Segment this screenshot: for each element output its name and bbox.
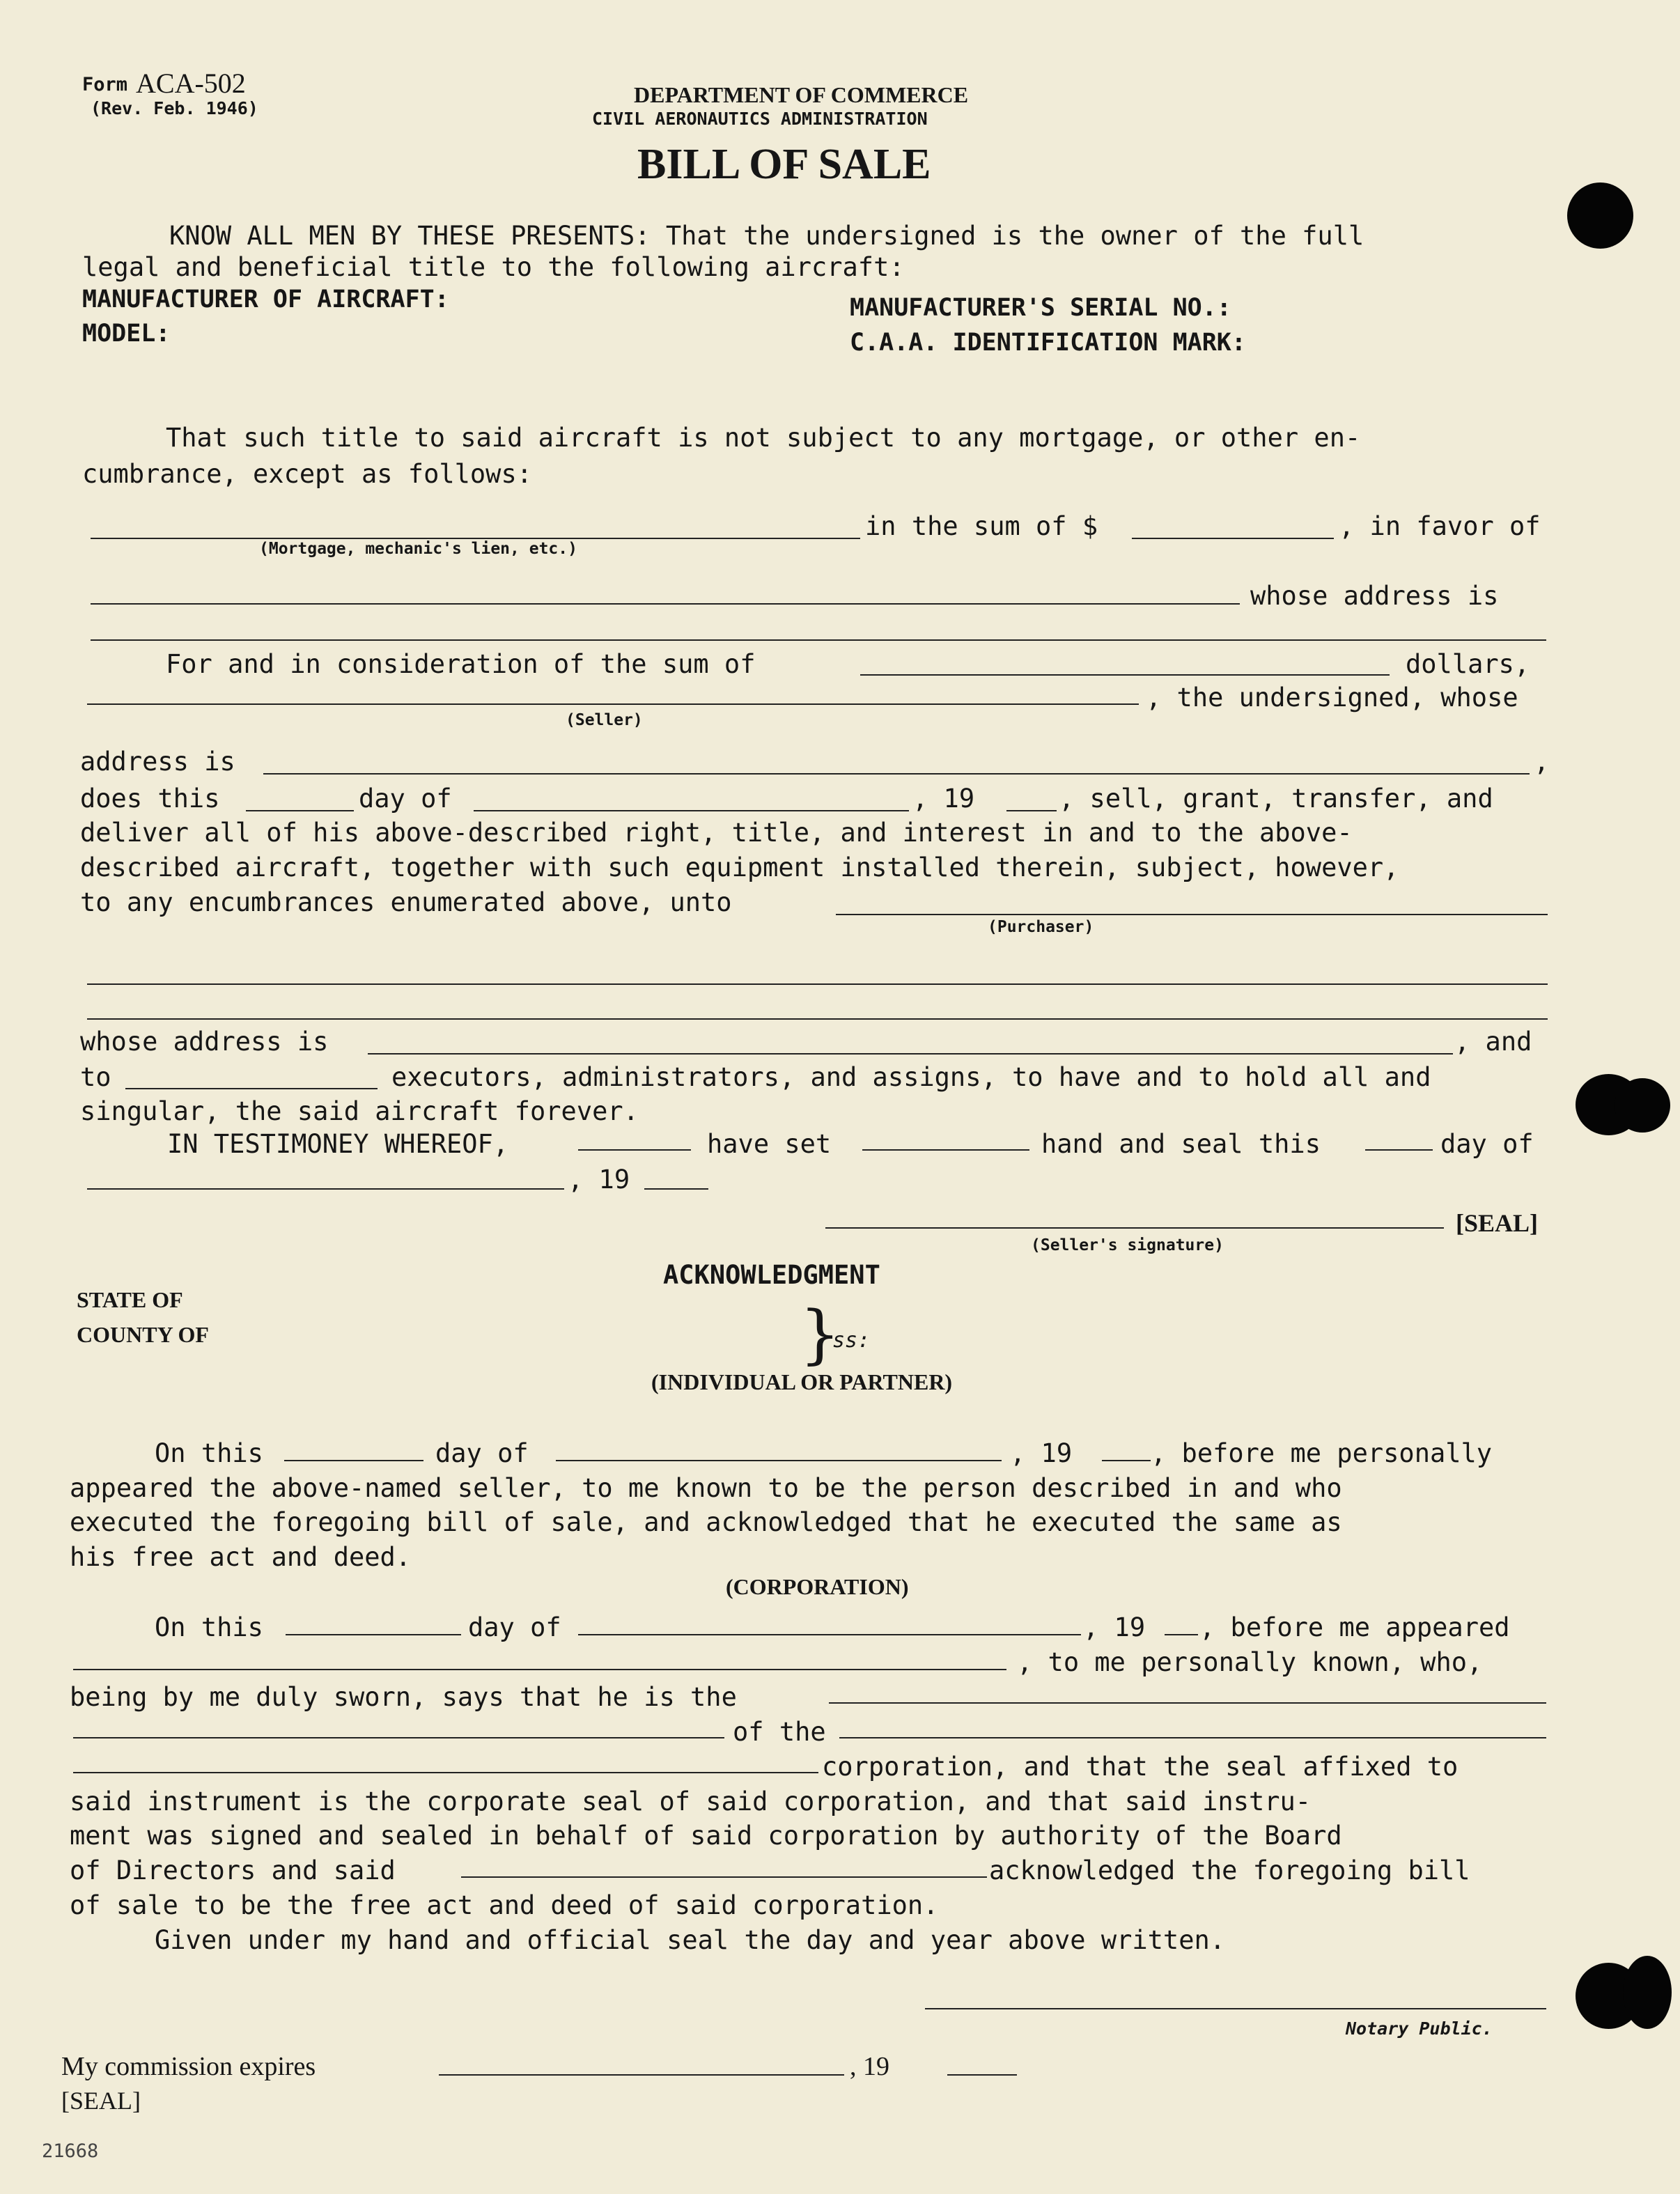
notary-caption: Notary Public. — [1346, 2018, 1493, 2039]
commission-date-line — [439, 2074, 844, 2076]
whose-address-is-text: whose address is — [80, 1027, 329, 1057]
ss-label: ss: — [832, 1328, 871, 1353]
before-appeared-text: , before me appeared — [1199, 1612, 1510, 1642]
notary-seal-label: [SEAL] — [61, 2087, 141, 2115]
ind-day-of-text: day of — [435, 1438, 529, 1468]
seller-signature-caption: (Seller's signature) — [1031, 1236, 1224, 1254]
seller-seal-label: [SEAL] — [1456, 1209, 1539, 1237]
ind-year-prefix: , 19 — [1010, 1438, 1073, 1468]
purchaser-name-line — [836, 914, 1548, 915]
seller-caption: (Seller) — [566, 711, 643, 729]
corp-officer-ack-line — [461, 1876, 987, 1878]
corp-officer-title-line-2 — [73, 1737, 724, 1738]
favor-of-line — [91, 603, 1240, 605]
to-text: to — [80, 1062, 111, 1092]
identification-label: C.A.A. IDENTIFICATION MARK: — [850, 329, 1246, 357]
testimony-text: IN TESTIMONEY WHEREOF, — [167, 1129, 509, 1159]
mortgage-type-line — [91, 538, 860, 539]
ind-year-line — [1102, 1460, 1151, 1461]
executors-text: executors, administrators, and assigns, to have and to hold all and — [391, 1062, 1431, 1092]
corp-month-line — [578, 1634, 1081, 1635]
testimony-year-prefix: , 19 — [568, 1165, 630, 1195]
corp-year-line — [1165, 1634, 1198, 1635]
corp-on-this-text: On this — [155, 1612, 263, 1642]
commission-year-line — [947, 2074, 1017, 2076]
sale-month-line — [474, 810, 909, 811]
testimony-day-of-text: day of — [1440, 1129, 1534, 1159]
venue-brace: } — [800, 1297, 841, 1371]
deliver-line: deliver all of his above-described right, title, and interest in and to the above- — [80, 818, 1353, 848]
seller-address-line — [263, 773, 1530, 775]
intro-line-1: KNOW ALL MEN BY THESE PRESENTS: That the undersigned is the owner of the full — [169, 221, 1364, 251]
consideration-line-1: For and in consideration of the sum of — [166, 649, 756, 679]
corp-day-line — [286, 1634, 461, 1635]
punch-hole-top — [1567, 182, 1633, 249]
punch-hole-bottom-edge — [1623, 1956, 1672, 2029]
corp-line-said: said instrument is the corporate seal of said corporation, and that said instru- — [70, 1787, 1312, 1816]
to-any-line: to any encumbrances enumerated above, unto — [80, 887, 732, 917]
ind-line-2: appeared the above-named seller, to me known to be the person described in and who — [70, 1473, 1342, 1503]
form-revision: (Rev. Feb. 1946) — [91, 98, 258, 118]
testimony-day-line — [1365, 1149, 1433, 1151]
sell-grant-text: , sell, grant, transfer, and — [1059, 784, 1493, 814]
department-heading: DEPARTMENT OF COMMERCE — [634, 82, 969, 107]
and-text: , and — [1454, 1027, 1532, 1057]
model-label: MODEL: — [82, 320, 171, 348]
singular-text: singular, the said aircraft forever. — [80, 1096, 639, 1126]
county-of-label: COUNTY OF — [77, 1322, 209, 1347]
address-comma: , — [1534, 747, 1550, 777]
corp-officer-name-line — [73, 1669, 1006, 1670]
purchaser-line-3 — [87, 1018, 1548, 1020]
manufacturer-label: MANUFACTURER OF AIRCRAFT: — [82, 286, 449, 313]
consideration-sum-line — [860, 674, 1390, 676]
given-under-text: Given under my hand and official seal the day and year above written. — [155, 1925, 1226, 1955]
sale-year-line — [1006, 810, 1057, 811]
corp-day-of-text: day of — [468, 1612, 561, 1642]
sale-day-line — [246, 810, 354, 811]
whose-address-text: whose address is — [1250, 581, 1499, 611]
corp-officer-title-line — [829, 1702, 1546, 1704]
form-number: ACA-502 — [136, 68, 246, 99]
stamp-number: 21668 — [42, 2140, 99, 2162]
day-of-text: day of — [359, 784, 452, 814]
ind-line-3: executed the foregoing bill of sale, and acknowledged that he executed the same as — [70, 1507, 1342, 1537]
acknowledgment-title: ACKNOWLEDGMENT — [663, 1260, 880, 1290]
of-the-text: of the — [733, 1717, 826, 1747]
have-set-text: have set — [707, 1129, 832, 1159]
intro-line-2: legal and beneficial title to the following aircraft: — [82, 252, 905, 282]
testimony-year-line — [644, 1188, 708, 1190]
dollars-text: dollars, — [1406, 649, 1530, 679]
form-label: Form — [82, 74, 128, 95]
corp-line-ment: ment was signed and sealed in behalf of said corporation by authority of the Board — [70, 1821, 1342, 1851]
ind-on-this-text: On this — [155, 1438, 263, 1468]
address-is-text: address is — [80, 747, 235, 777]
purchaser-address-line — [368, 1053, 1453, 1055]
mortgage-caption: (Mortgage, mechanic's lien, etc.) — [259, 540, 577, 558]
favor-text: , in favor of — [1339, 511, 1541, 541]
ind-day-line — [284, 1460, 423, 1461]
heirs-line — [125, 1088, 378, 1089]
mortgage-sum-line — [1132, 538, 1334, 539]
state-of-label: STATE OF — [77, 1287, 183, 1312]
testimony-pronoun-line — [862, 1149, 1029, 1151]
being-sworn-text: being by me duly sworn, says that he is the — [70, 1682, 737, 1712]
sum-text: in the sum of $ — [865, 511, 1098, 541]
encumbrance-line-2: cumbrance, except as follows: — [82, 459, 533, 489]
undersigned-text: , the undersigned, whose — [1146, 683, 1518, 713]
corporation-seal-text: corporation, and that the seal affixed to — [822, 1752, 1459, 1782]
testimony-month-line — [87, 1188, 564, 1190]
punch-hole-middle-edge — [1615, 1078, 1670, 1133]
administration-heading: CIVIL AERONAUTICS ADMINISTRATION — [592, 109, 928, 129]
corp-name-line — [839, 1737, 1546, 1738]
before-personally-text: , before me personally — [1151, 1438, 1493, 1468]
corp-name-line-2 — [73, 1772, 818, 1773]
encumbrance-line-1: That such title to said aircraft is not subject to any mortgage, or other en- — [166, 423, 1361, 453]
corp-line-sale: of sale to be the free act and deed of said corporation. — [70, 1890, 939, 1920]
corp-year-prefix: , 19 — [1083, 1612, 1146, 1642]
testimony-party-line — [578, 1149, 691, 1151]
mortgagee-address-line — [91, 639, 1546, 641]
individual-heading: (INDIVIDUAL OR PARTNER) — [651, 1369, 953, 1394]
sale-year-prefix: , 19 — [912, 784, 975, 814]
described-line: described aircraft, together with such equipment installed therein, subject, however, — [80, 853, 1399, 882]
ind-month-line — [556, 1460, 1002, 1461]
seller-signature-line — [825, 1227, 1444, 1229]
purchaser-line-2 — [87, 983, 1548, 985]
corporation-heading: (CORPORATION) — [726, 1574, 909, 1599]
notary-signature-line — [925, 2008, 1546, 2009]
purchaser-caption: (Purchaser) — [988, 918, 1094, 936]
serial-label: MANUFACTURER'S SERIAL NO.: — [850, 294, 1231, 322]
does-this-text: does this — [80, 784, 220, 814]
acknowledged-bill-text: acknowledged the foregoing bill — [989, 1855, 1470, 1885]
corp-directors-text: of Directors and said — [70, 1855, 396, 1885]
form-title: BILL OF SALE — [637, 141, 931, 188]
seller-name-line — [87, 703, 1139, 705]
personally-known-text: , to me personally known, who, — [1017, 1647, 1483, 1677]
commission-text: My commission expires — [61, 2052, 316, 2081]
ind-line-4: his free act and deed. — [70, 1542, 412, 1572]
commission-year-prefix: , 19 — [850, 2052, 889, 2081]
hand-seal-text: hand and seal this — [1041, 1129, 1321, 1159]
